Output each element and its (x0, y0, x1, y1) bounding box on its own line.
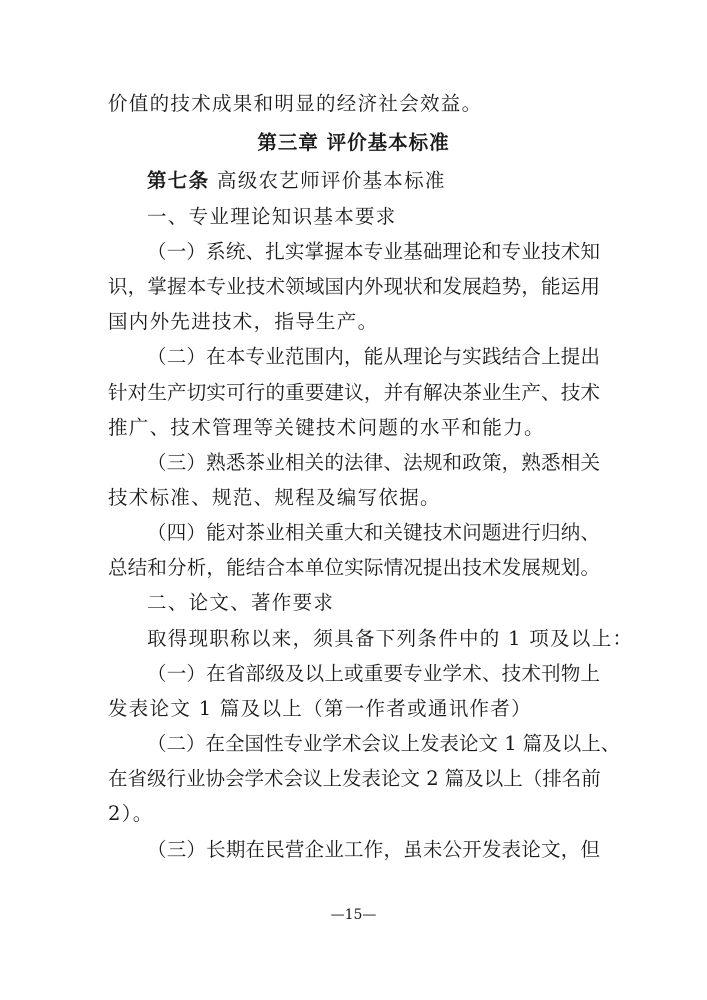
paragraph-line: 2）。 (108, 802, 154, 825)
paragraph-line: （三）长期在民营企业工作，虽未公开发表论文，但 (147, 838, 600, 861)
paragraph-line: 国内外先进技术，指导生产。 (108, 310, 379, 333)
article-number: 第七条 (147, 169, 210, 192)
paragraph-line: 推广、技术管理等关键技术问题的水平和能力。 (108, 416, 545, 439)
section-heading: 二、论文、著作要求 (147, 591, 335, 614)
paragraph-line: （二）在本专业范围内，能从理论与实践结合上提出 (147, 345, 600, 368)
chapter-heading: 第三章 评价基本标准 (257, 131, 450, 154)
paragraph-line: （三）熟悉茶业相关的法律、法规和政策，熟悉相关 (147, 451, 600, 474)
paragraph-line: 总结和分析，能结合本单位实际情况提出技术发展规划。 (108, 556, 600, 579)
paragraph-line: 取得现职称以来，须具备下列条件中的 1 项及以上： (147, 627, 634, 650)
article-title: 高级农艺师评价基本标准 (209, 169, 446, 192)
paragraph-line: 发表论文 1 篇及以上（第一作者或通讯作者） (108, 697, 532, 720)
article-heading-line (147, 168, 639, 194)
paragraph-line: 在省级行业协会学术会议上发表论文 2 篇及以上（排名前 (108, 767, 601, 790)
paragraph-line: （二）在全国性专业学术会议上发表论文 1 篇及以上、 (147, 732, 621, 755)
paragraph-line: （一）系统、扎实掌握本专业基础理论和专业技术知 (147, 240, 600, 263)
section-heading: 一、专业理论知识基本要求 (147, 205, 397, 228)
paragraph-line: 价值的技术成果和明显的经济社会效益。 (108, 92, 483, 115)
page-number: —15— (330, 907, 377, 923)
paragraph-line: 技术标准、规范、规程及编写依据。 (108, 486, 441, 509)
paragraph-line: 识，掌握本专业技术领域国内外现状和发展趋势，能运用 (108, 275, 600, 298)
paragraph-line: （四）能对茶业相关重大和关键技术问题进行归纳、 (147, 521, 600, 544)
paragraph-line: 针对生产切实可行的重要建议，并有解决茶业生产、技术 (108, 381, 600, 404)
paragraph-line: （一）在省部级及以上或重要专业学术、技术刊物上 (147, 662, 600, 685)
